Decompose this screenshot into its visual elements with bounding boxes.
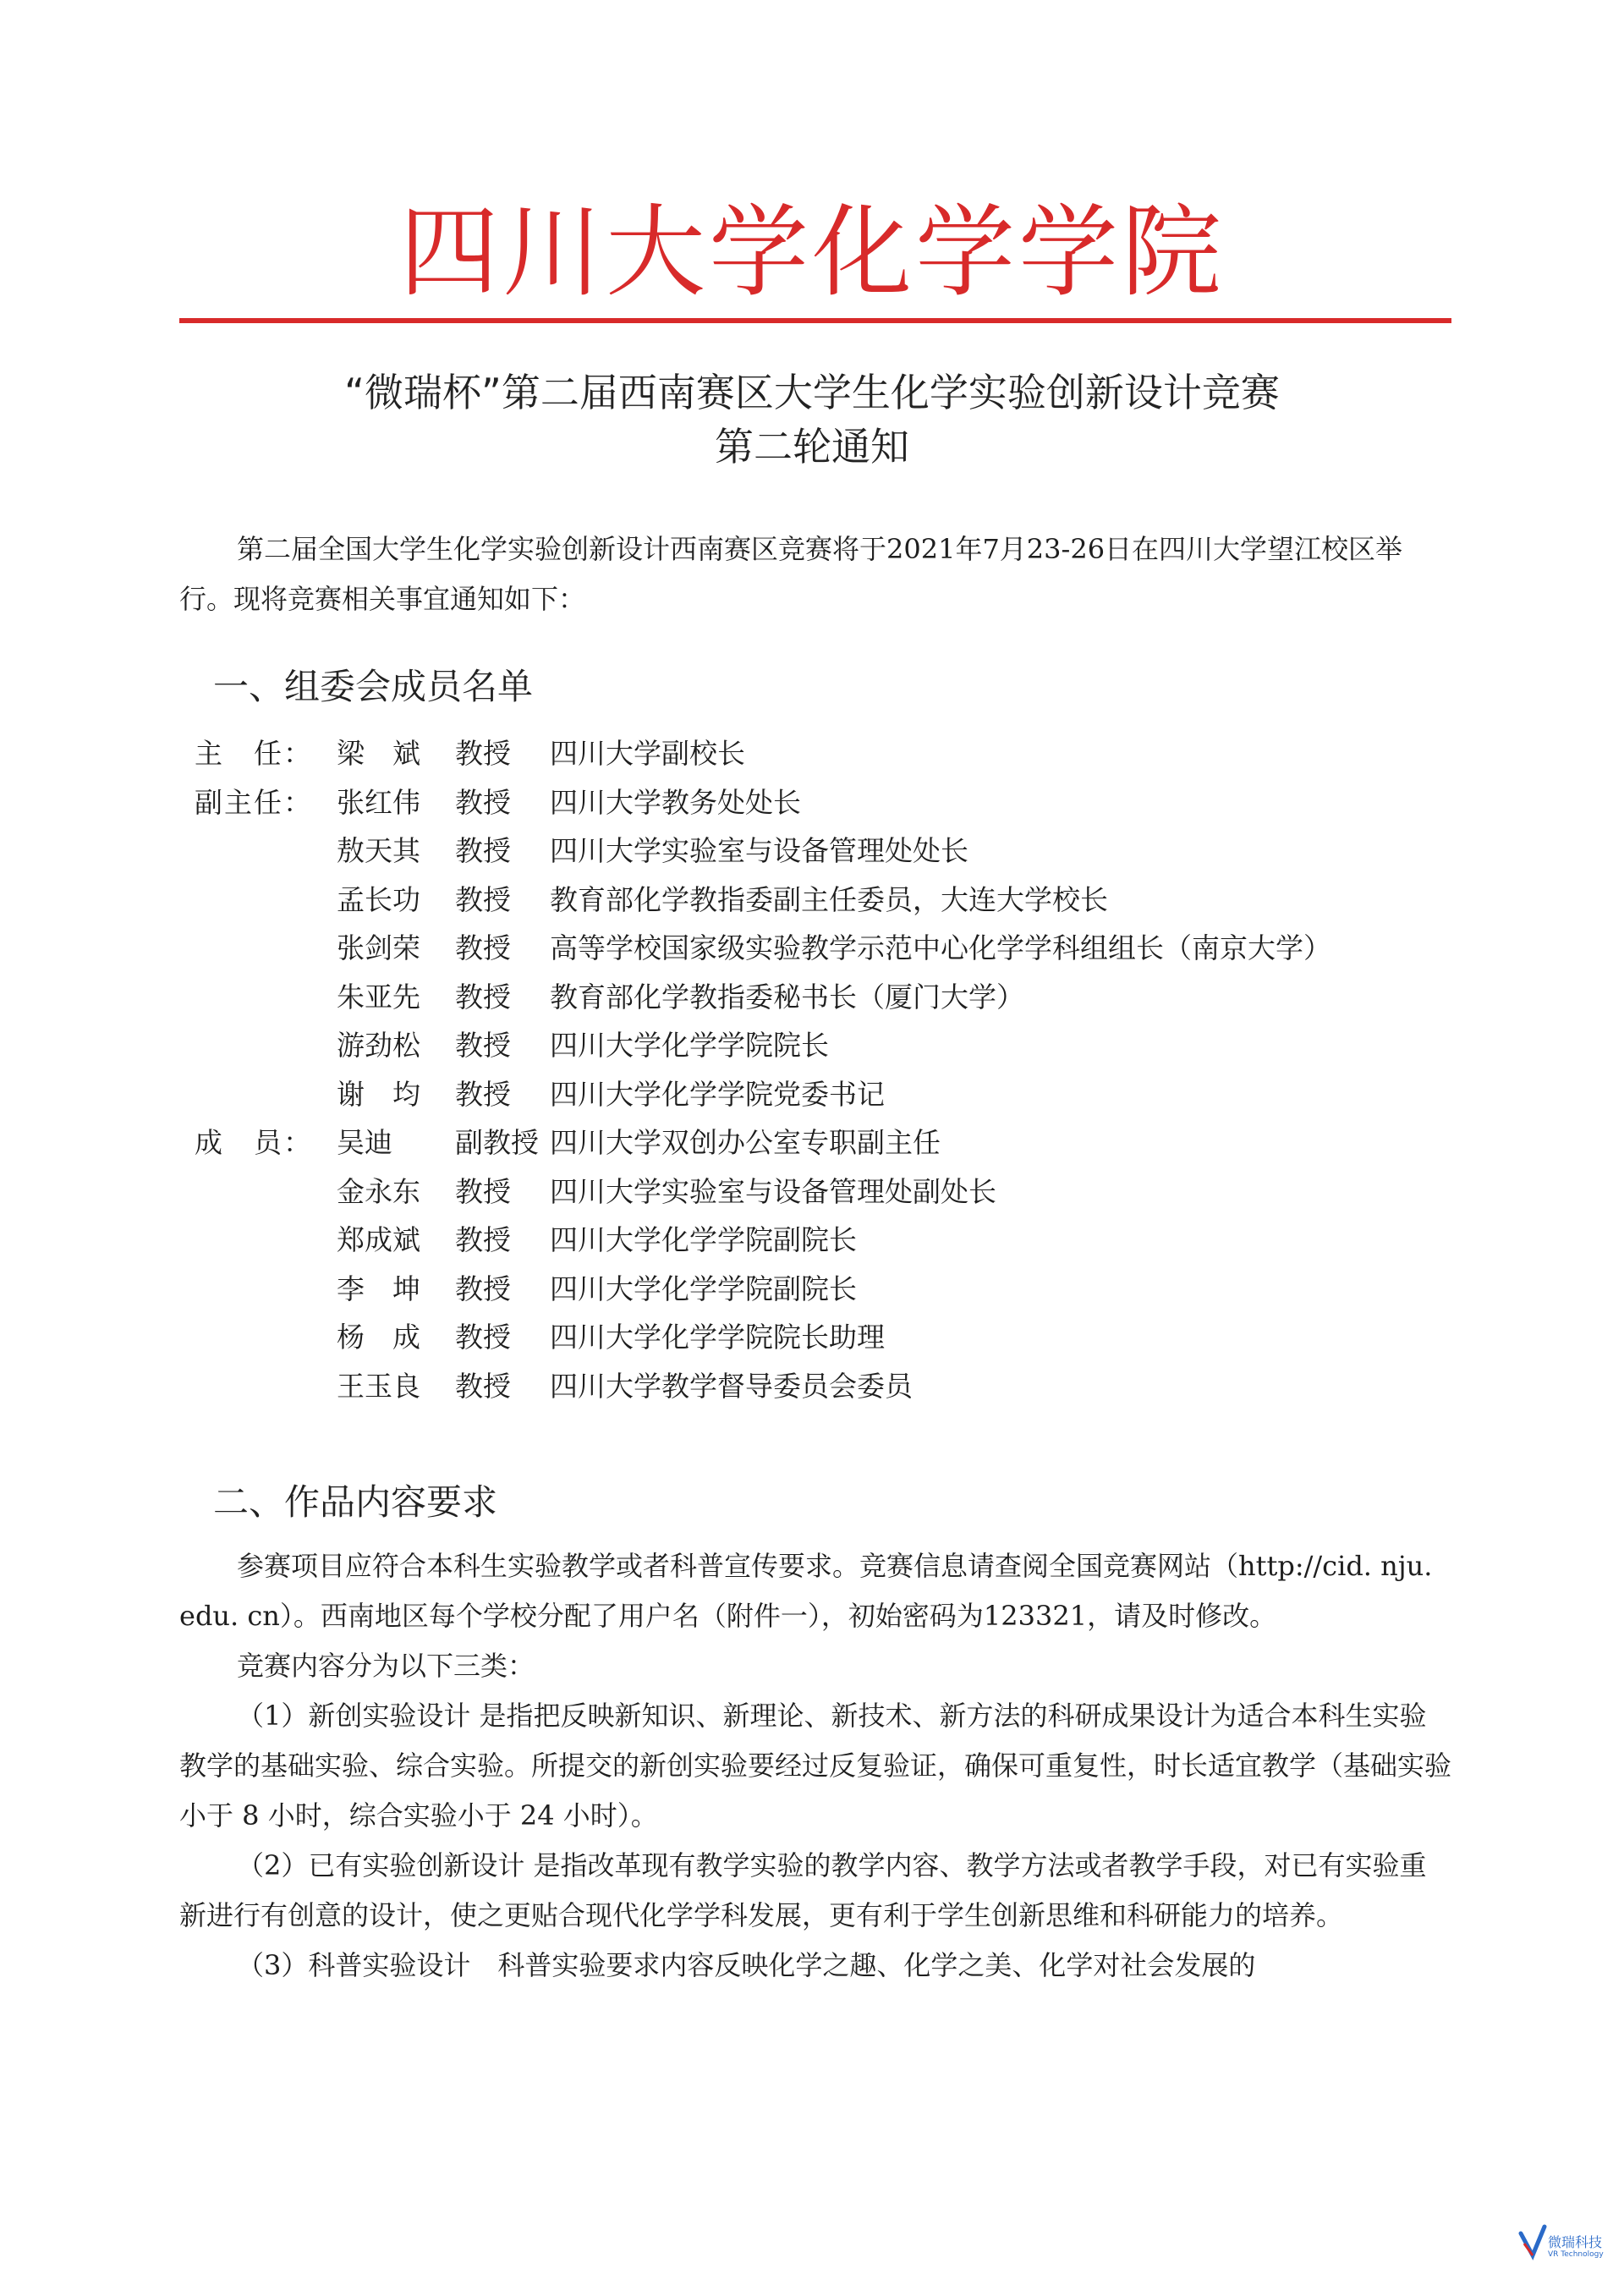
committee-title: 教授 bbox=[455, 980, 511, 1013]
committee-position: 四川大学教学督导委员会委员 bbox=[550, 1369, 913, 1403]
committee-position: 高等学校国家级实验教学示范中心化学学科组组长（南京大学） bbox=[550, 931, 1331, 964]
committee-row bbox=[195, 1118, 1463, 1167]
section-2-item-3: （3）科普实验设计 科普实验要求内容反映化学之趣、化学之美、化学对社会发展的 bbox=[237, 1949, 1256, 1981]
committee-position: 四川大学化学学院院长助理 bbox=[550, 1321, 885, 1354]
committee-title: 教授 bbox=[455, 1321, 511, 1354]
committee-title: 教授 bbox=[455, 931, 511, 964]
section-2-item-2: （2）已有实验创新设计 是指改革现有教学实验的教学内容、教学方法或者教学手段，对已有实验重新进行有创意的设计，使之更贴合现代化学学科发展，更有利于学生创新思维和科研能力的培养。 bbox=[179, 1849, 1427, 1931]
committee-title: 教授 bbox=[455, 1077, 511, 1111]
logo-subtext: VR Technology bbox=[1548, 2250, 1604, 2259]
committee-name: 孟长功 bbox=[337, 882, 420, 916]
committee-title: 教授 bbox=[455, 1223, 511, 1256]
intro-text: 第二届全国大学生化学实验创新设计西南赛区竞赛将于2021年7月23-26日在四川大学望江校区举行。现将竞赛相关事宜通知如下： bbox=[179, 533, 1403, 615]
section-2-heading: 二、作品内容要求 bbox=[213, 1481, 498, 1523]
committee-position: 四川大学双创办公室专职副主任 bbox=[550, 1126, 941, 1159]
committee-name: 杨 成 bbox=[337, 1321, 420, 1354]
committee-name: 游劲松 bbox=[337, 1029, 420, 1062]
committee-name: 梁 斌 bbox=[337, 737, 420, 770]
logo-mark-icon bbox=[1516, 2218, 1550, 2269]
committee-name: 张剑荣 bbox=[337, 931, 420, 964]
committee-role: 副主任： bbox=[195, 785, 313, 819]
committee-row bbox=[195, 1021, 1463, 1070]
committee-position: 教育部化学教指委秘书长（厦门大学） bbox=[550, 980, 1024, 1013]
committee-position: 四川大学化学学院党委书记 bbox=[550, 1077, 885, 1111]
committee-name: 李 坤 bbox=[337, 1272, 420, 1305]
committee-row bbox=[195, 1216, 1463, 1265]
committee-name: 谢 均 bbox=[337, 1077, 420, 1111]
red-divider bbox=[179, 318, 1451, 323]
committee-list bbox=[195, 729, 1463, 1410]
title-line-1: “微瑞杯”第二届西南赛区大学生化学实验创新设计竞赛 bbox=[344, 370, 1280, 415]
committee-title: 教授 bbox=[455, 785, 511, 819]
committee-row bbox=[195, 1070, 1463, 1119]
committee-name: 朱亚先 bbox=[337, 980, 420, 1013]
committee-row bbox=[195, 1362, 1463, 1411]
committee-role: 主 任： bbox=[195, 737, 313, 770]
committee-name: 敖天其 bbox=[337, 834, 420, 867]
committee-row bbox=[195, 827, 1463, 876]
committee-position: 四川大学化学学院副院长 bbox=[550, 1272, 857, 1305]
committee-title: 副教授 bbox=[455, 1126, 539, 1159]
committee-position: 四川大学化学学院副院长 bbox=[550, 1223, 857, 1256]
committee-name: 张红伟 bbox=[337, 785, 420, 819]
committee-position: 四川大学教务处处长 bbox=[550, 785, 801, 819]
committee-title: 教授 bbox=[455, 882, 511, 916]
title-line-2: 第二轮通知 bbox=[715, 424, 909, 470]
committee-position: 教育部化学教指委副主任委员，大连大学校长 bbox=[550, 882, 1108, 916]
committee-title: 教授 bbox=[455, 1174, 511, 1208]
section-2-body bbox=[179, 1541, 1451, 1991]
committee-row bbox=[195, 924, 1463, 973]
section-1-heading: 一、组委会成员名单 bbox=[213, 666, 534, 707]
committee-position: 四川大学实验室与设备管理处处长 bbox=[550, 834, 968, 867]
committee-title: 教授 bbox=[455, 1029, 511, 1062]
committee-title: 教授 bbox=[455, 1272, 511, 1305]
committee-row bbox=[195, 729, 1463, 778]
committee-name: 金永东 bbox=[337, 1174, 420, 1208]
committee-row bbox=[195, 973, 1463, 1022]
committee-row bbox=[195, 1265, 1463, 1314]
committee-position: 四川大学实验室与设备管理处副处长 bbox=[550, 1174, 996, 1208]
committee-row bbox=[195, 1167, 1463, 1217]
committee-row bbox=[195, 778, 1463, 827]
section-2-item-1: （1）新创实验设计 是指把反映新知识、新理论、新技术、新方法的科研成果设计为适合本科生实验教学的基础实验、综合实验。所提交的新创实验要经过反复验证，确保可重复性，时长适宜教学（基础实验小于 8 小时，综合实验小于 24 小时）。 bbox=[179, 1700, 1452, 1832]
document-title bbox=[0, 365, 1624, 474]
committee-name: 王玉良 bbox=[337, 1369, 420, 1403]
committee-title: 教授 bbox=[455, 834, 511, 867]
committee-row bbox=[195, 1313, 1463, 1362]
committee-row bbox=[195, 876, 1463, 925]
committee-position: 四川大学副校长 bbox=[550, 737, 745, 770]
committee-title: 教授 bbox=[455, 1369, 511, 1403]
committee-title: 教授 bbox=[455, 737, 511, 770]
intro-paragraph bbox=[179, 525, 1451, 624]
letterhead: 四川大学化学学院 bbox=[398, 194, 1225, 310]
section-2-paragraph-2: 竞赛内容分为以下三类： bbox=[237, 1650, 535, 1682]
section-2-paragraph-1: 参赛项目应符合本科生实验教学或者科普宣传要求。竞赛信息请查阅全国竞赛网站（http://cid. nju. edu. cn）。西南地区每个学校分配了用户名（附件一），初始密码为123321，请及时修改。 bbox=[179, 1550, 1433, 1632]
committee-name: 郑成斌 bbox=[337, 1223, 420, 1256]
vr-technology-logo bbox=[1516, 2218, 1609, 2269]
committee-role: 成 员： bbox=[195, 1126, 313, 1159]
committee-name: 吴迪 bbox=[337, 1126, 392, 1159]
committee-position: 四川大学化学学院院长 bbox=[550, 1029, 829, 1062]
logo-text: 微瑞科技 bbox=[1548, 2234, 1603, 2250]
